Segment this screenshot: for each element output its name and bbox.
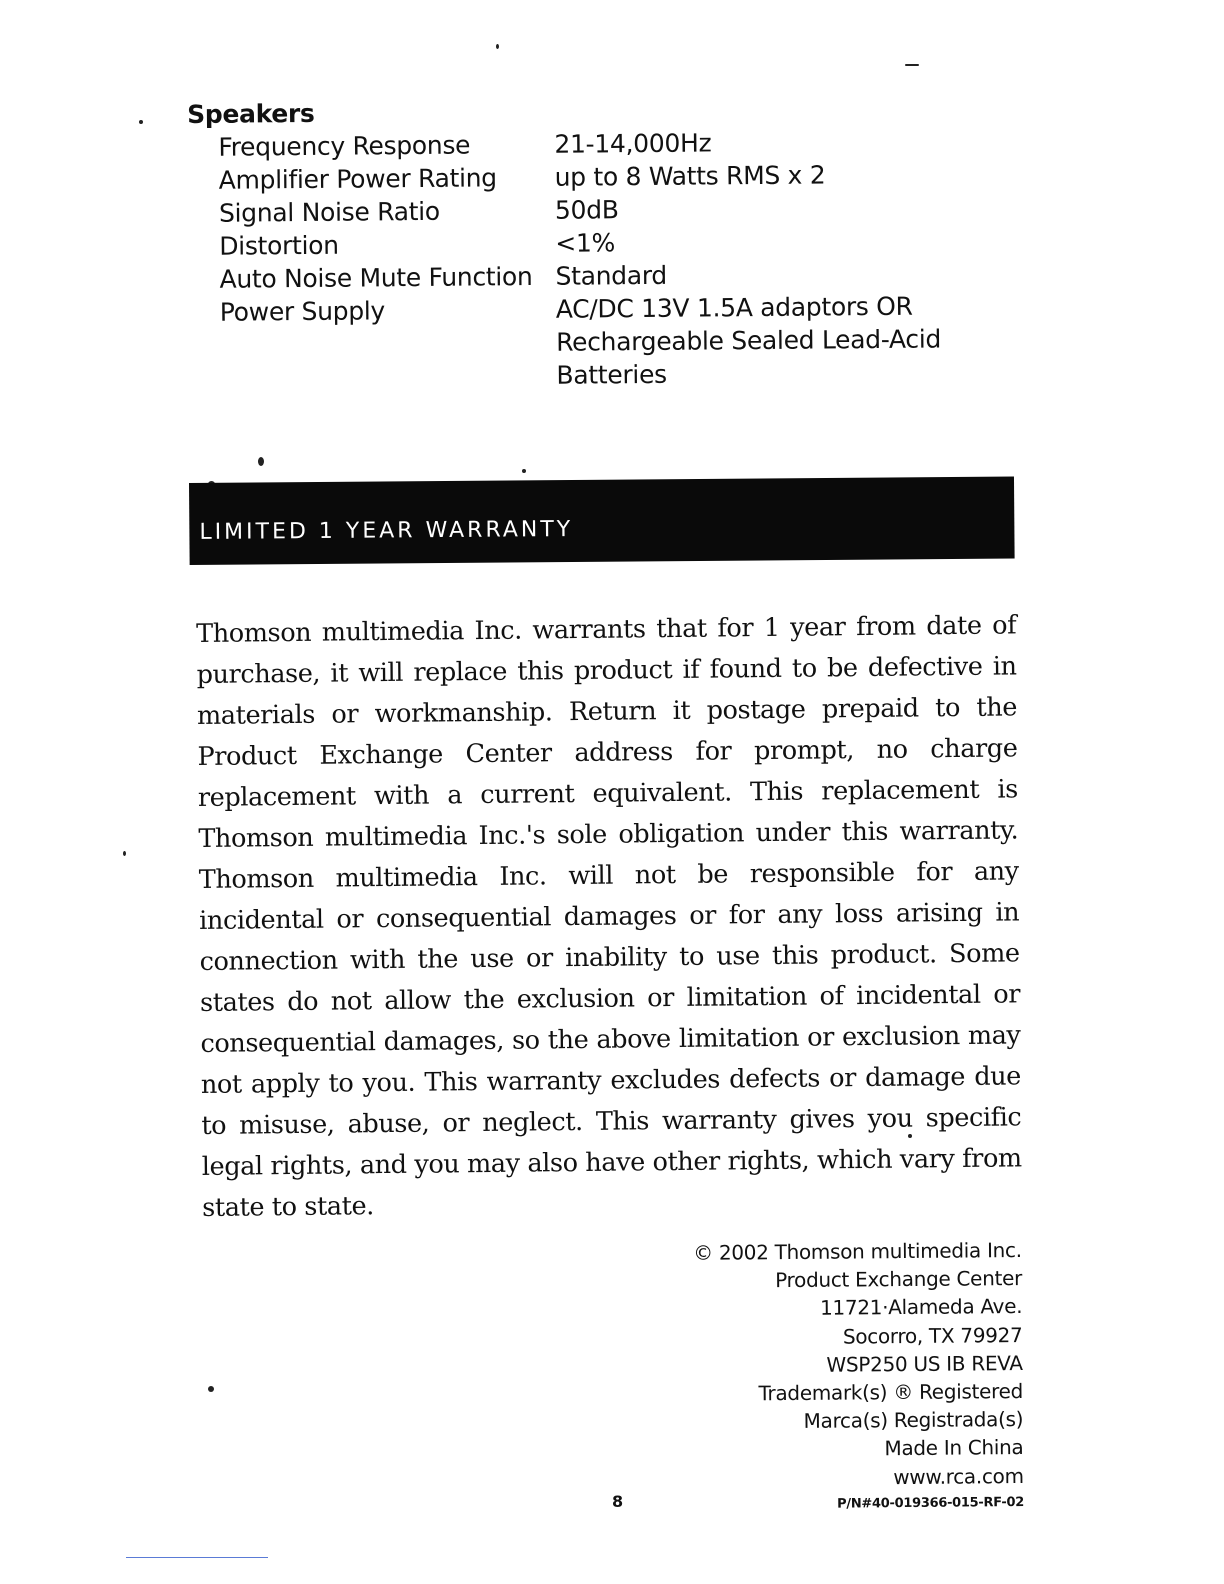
scan-speck [522, 469, 526, 473]
spec-row [189, 289, 1020, 395]
spec-value: up to 8 Watts RMS x 2 [554, 160, 826, 192]
spec-value: 21-14,000Hz [554, 128, 712, 159]
scan-speck [496, 44, 499, 49]
scan-speck [905, 64, 919, 66]
spec-label: Distortion [219, 230, 339, 261]
scan-speck [208, 1386, 214, 1392]
spec-label: Frequency Response [218, 130, 471, 162]
copyright-line: © 2002 Thomson multimedia Inc. [693, 1237, 1023, 1265]
warranty-heading: LIMITED 1 YEAR WARRANTY [199, 516, 574, 545]
spec-value: 50dB [554, 195, 619, 225]
spec-label: Auto Noise Mute Function [219, 261, 533, 294]
scan-speck [139, 120, 143, 124]
trademark-line: Trademark(s) ® Registered [758, 1379, 1024, 1406]
scan-speck [258, 457, 264, 466]
spec-label: Amplifier Power Rating [218, 163, 497, 195]
page-number: 8 [612, 1492, 624, 1511]
warranty-heading-bar [189, 477, 1015, 565]
scan-speck [123, 851, 126, 856]
warranty-body: Thomson multimedia Inc. warrants that for 1 year from date of purchase, it will replace this product if found to be defective in materials or workmanship. Return it postage prepaid to the Product Exchange Center address for prompt, no charge replacement with a current equivalent. This replacement is Thomson multimedia Inc.'s sole obligation under this warranty. Thomson multimedia Inc. will not be responsible for any incidental or consequential damages or for any loss arising in connection with the use or inability to use this product. Some states do not allow the exclusion or limitation of incidental or consequential damages, so the above limitation or exclusion may not apply to you. This warranty excludes defects or damage due to misuse, abuse, or neglect. This warranty gives you specific legal rights, and you may also have other rights, which vary from state to state. [196, 609, 1022, 1223]
speakers-heading: Speakers [187, 98, 315, 129]
spec-value: <1% [555, 228, 616, 258]
spec-label: Power Supply [219, 296, 386, 327]
city-address: Socorro, TX 79927 [843, 1322, 1023, 1349]
exchange-center: Product Exchange Center [775, 1266, 1023, 1293]
street-address: 11721·Alameda Ave. [820, 1294, 1023, 1321]
spec-value: AC/DC 13V 1.5A adaptors OR Rechargeable Sealed Lead-Acid Batteries [555, 291, 942, 390]
spec-label: Signal Noise Ratio [218, 196, 440, 228]
footer-info [693, 1236, 1024, 1519]
part-number: P/N#40-019366-015-RF-02 [837, 1494, 1025, 1512]
spec-value: Standard [555, 260, 668, 291]
scan-underline-mark [126, 1557, 268, 1558]
website-link: www.rca.com [893, 1463, 1025, 1489]
made-in-line: Made In China [884, 1435, 1024, 1461]
model-code: WSP250 US IB REVA [826, 1350, 1024, 1377]
speakers-spec-section [187, 93, 1020, 395]
marca-line: Marca(s) Registrada(s) [803, 1407, 1024, 1434]
